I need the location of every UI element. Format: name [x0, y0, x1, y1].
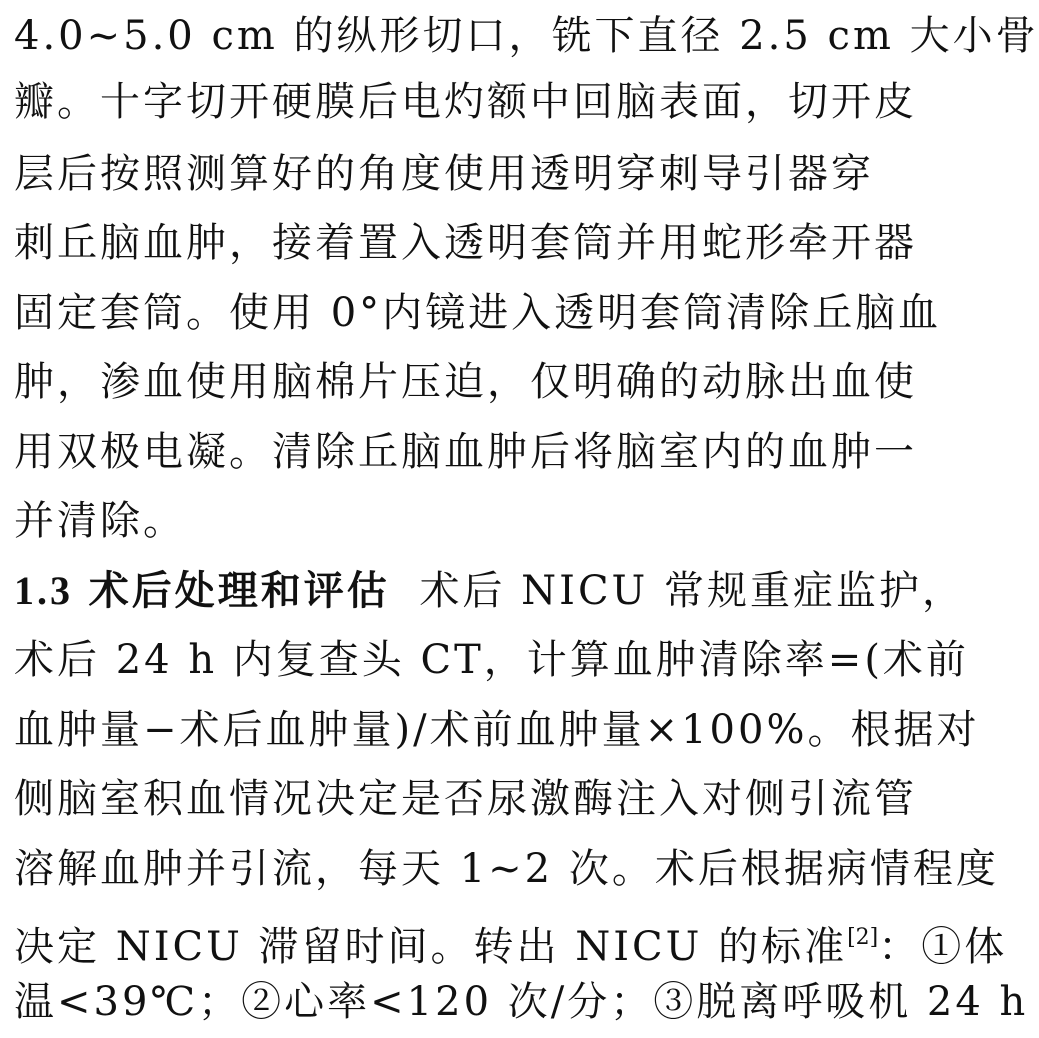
text-line: 固定套筒。使用 0°内镜进入透明套筒清除丘脑血: [14, 290, 942, 336]
text-line: 术后 24 h 内复查头 CT，计算血肿清除率=(术前: [14, 637, 969, 683]
text-line: 4.0~5.0 cm 的纵形切口，铣下直径 2.5 cm 大小骨: [14, 13, 1039, 59]
text-line: 溶解血肿并引流，每天 1~2 次。术后根据病情程度: [14, 846, 999, 892]
line-text-after-citation: ：①体: [878, 924, 1008, 970]
text-line: 血肿量−术后血肿量)/术前血肿量×100%。根据对: [14, 707, 980, 753]
citation-superscript: [2]: [847, 925, 879, 950]
text-line: 层后按照测算好的角度使用透明穿刺导引器穿: [14, 151, 874, 197]
text-line-with-citation: [14, 902, 1008, 974]
line-text-before-citation: 决定 NICU 滞留时间。转出 NICU 的标准: [14, 924, 848, 970]
text-line: 瓣。十字切开硬膜后电灼额中回脑表面，切开皮: [14, 79, 917, 125]
text-line: 侧脑室积血情况决定是否尿激酶注入对侧引流管: [14, 776, 917, 822]
section-heading-line: [14, 555, 965, 627]
section-title: 术后处理和评估: [88, 567, 390, 614]
text-line: 肿，渗血使用脑棉片压迫，仅明确的动脉出血使: [14, 359, 917, 405]
text-line: 温<39℃；②心率<120 次/分；③脱离呼吸机 24 h: [14, 979, 1029, 1025]
text-line: 用双极电凝。清除丘脑血肿后将脑室内的血肿一: [14, 429, 917, 475]
section-first-line-text: 术后 NICU 常规重症监护，: [419, 568, 965, 614]
section-number: 1.3: [14, 568, 73, 613]
text-line: 刺丘脑血肿，接着置入透明套筒并用蛇形牵开器: [14, 220, 917, 266]
text-line: 并清除。: [14, 498, 186, 544]
